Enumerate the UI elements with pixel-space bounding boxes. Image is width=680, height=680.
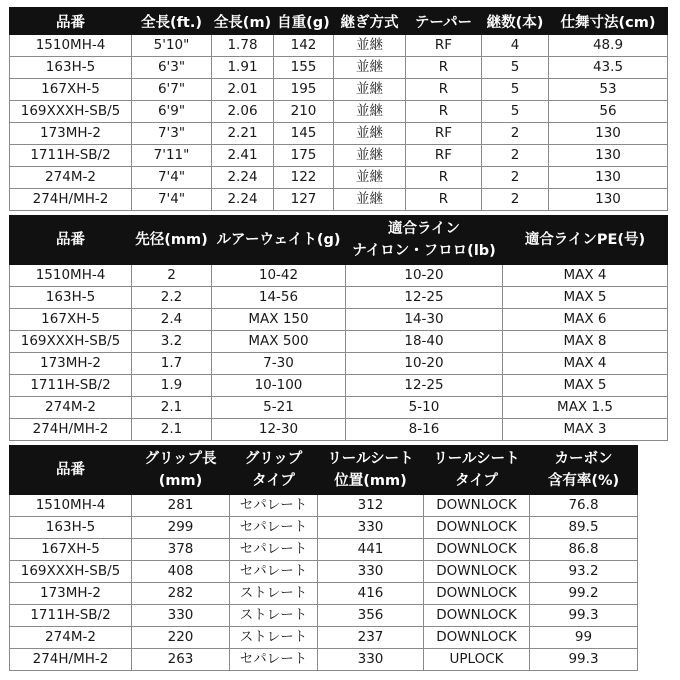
column-header: 全長(ft.): [132, 8, 212, 35]
table-cell: 99.2: [530, 583, 638, 605]
table-cell: 282: [132, 583, 230, 605]
table-cell: DOWNLOCK: [424, 627, 530, 649]
table-cell: MAX 1.5: [503, 397, 668, 419]
table-row: [10, 561, 638, 583]
model-cell: 169XXXH-SB/5: [10, 101, 132, 123]
table-cell: 7'4": [132, 167, 212, 189]
table-cell: 155: [274, 57, 334, 79]
header-row: [10, 8, 668, 35]
table-cell: 並継: [334, 189, 406, 211]
table-cell: DOWNLOCK: [424, 539, 530, 561]
column-header: [10, 446, 132, 495]
table-cell: 312: [318, 495, 424, 517]
column-header-line: 適合ラインPE(号): [524, 232, 646, 248]
column-header: [530, 446, 638, 495]
table-cell: 2.4: [132, 309, 212, 331]
model-cell: 167XH-5: [10, 539, 132, 561]
table-cell: ストレート: [230, 583, 318, 605]
table-cell: 130: [549, 189, 668, 211]
table-cell: 6'7": [132, 79, 212, 101]
column-header-line: 品番: [56, 462, 85, 478]
table-cell: 5'10": [132, 35, 212, 57]
table-cell: MAX 4: [503, 353, 668, 375]
table-cell: 14-56: [212, 287, 346, 309]
table-cell: ストレート: [230, 627, 318, 649]
model-cell: 1510MH-4: [10, 495, 132, 517]
table-cell: 1.78: [212, 35, 274, 57]
table-cell: 並継: [334, 79, 406, 101]
model-cell: 173MH-2: [10, 353, 132, 375]
table-cell: MAX 4: [503, 265, 668, 287]
table-row: [10, 583, 638, 605]
table-cell: R: [406, 79, 482, 101]
table-row: [10, 627, 638, 649]
table-cell: 18-40: [346, 331, 503, 353]
column-header: 仕舞寸法(cm): [549, 8, 668, 35]
column-header: 継ぎ方式: [334, 8, 406, 35]
column-header-line: (mm): [158, 473, 203, 489]
table-cell: DOWNLOCK: [424, 517, 530, 539]
table-cell: 2: [132, 265, 212, 287]
table-cell: 330: [318, 649, 424, 671]
column-header: 自重(g): [274, 8, 334, 35]
table-cell: 並継: [334, 167, 406, 189]
table-cell: 5: [482, 57, 549, 79]
table-cell: 1.91: [212, 57, 274, 79]
table-cell: 並継: [334, 145, 406, 167]
model-cell: 163H-5: [10, 57, 132, 79]
table-cell: 2: [482, 167, 549, 189]
table-row: [10, 189, 668, 211]
model-cell: 167XH-5: [10, 309, 132, 331]
table-cell: 99: [530, 627, 638, 649]
table-cell: 5: [482, 101, 549, 123]
line-table: [9, 215, 668, 441]
table-cell: 2.06: [212, 101, 274, 123]
table-cell: 130: [549, 145, 668, 167]
model-cell: 1711H-SB/2: [10, 605, 132, 627]
table-cell: 5-21: [212, 397, 346, 419]
table-cell: 195: [274, 79, 334, 101]
table-cell: 220: [132, 627, 230, 649]
table-cell: 14-30: [346, 309, 503, 331]
table-cell: 8-16: [346, 419, 503, 441]
table-cell: 2: [482, 123, 549, 145]
table-cell: R: [406, 189, 482, 211]
table-cell: 89.5: [530, 517, 638, 539]
table-cell: 122: [274, 167, 334, 189]
model-cell: 274M-2: [10, 167, 132, 189]
table-row: [10, 309, 668, 331]
table-cell: セパレート: [230, 539, 318, 561]
table-cell: 12-25: [346, 375, 503, 397]
table-row: [10, 419, 668, 441]
header-row: [10, 216, 668, 265]
table-cell: セパレート: [230, 495, 318, 517]
model-cell: 274M-2: [10, 397, 132, 419]
column-header: [132, 216, 212, 265]
table-cell: 並継: [334, 101, 406, 123]
table-cell: 6'9": [132, 101, 212, 123]
table-cell: MAX 5: [503, 287, 668, 309]
model-cell: 1510MH-4: [10, 265, 132, 287]
table-row: [10, 375, 668, 397]
table-row: [10, 495, 638, 517]
table-row: [10, 101, 668, 123]
column-header-line: 位置(mm): [334, 473, 407, 489]
table-cell: 48.9: [549, 35, 668, 57]
table-cell: 99.3: [530, 649, 638, 671]
table-cell: 7'11": [132, 145, 212, 167]
table-cell: RF: [406, 145, 482, 167]
table-cell: セパレート: [230, 517, 318, 539]
column-header-line: リールシート: [433, 451, 520, 467]
table-cell: 2.24: [212, 189, 274, 211]
column-header: 品番: [10, 8, 132, 35]
column-header-line: グリップ: [244, 451, 303, 467]
table-cell: 2.01: [212, 79, 274, 101]
table-row: [10, 331, 668, 353]
column-header-line: ルアーウェイト(g): [216, 232, 341, 248]
table-cell: DOWNLOCK: [424, 561, 530, 583]
table-row: [10, 167, 668, 189]
table-cell: MAX 150: [212, 309, 346, 331]
table-cell: 299: [132, 517, 230, 539]
column-header-line: グリップ長: [144, 451, 217, 467]
table-cell: 99.3: [530, 605, 638, 627]
table-cell: 6'3": [132, 57, 212, 79]
table-row: [10, 123, 668, 145]
table-cell: 4: [482, 35, 549, 57]
table-cell: 5: [482, 79, 549, 101]
table-cell: 10-100: [212, 375, 346, 397]
table-cell: DOWNLOCK: [424, 495, 530, 517]
table-row: [10, 57, 668, 79]
column-header-line: 品番: [56, 232, 85, 248]
table-cell: 12-30: [212, 419, 346, 441]
model-cell: 274H/MH-2: [10, 419, 132, 441]
model-cell: 274H/MH-2: [10, 189, 132, 211]
header-row: [10, 446, 638, 495]
table-cell: 2.1: [132, 419, 212, 441]
model-cell: 169XXXH-SB/5: [10, 561, 132, 583]
table-cell: セパレート: [230, 561, 318, 583]
table-cell: RF: [406, 35, 482, 57]
table-cell: 416: [318, 583, 424, 605]
table-cell: ストレート: [230, 605, 318, 627]
column-header-line: 先径(mm): [135, 232, 208, 248]
column-header-line: カーボン: [554, 451, 613, 467]
column-header-line: ナイロン・フロロ(lb): [352, 243, 496, 259]
table-row: [10, 353, 668, 375]
table-cell: 5-10: [346, 397, 503, 419]
table-cell: 1.7: [132, 353, 212, 375]
column-header: テーパー: [406, 8, 482, 35]
table-cell: 130: [549, 167, 668, 189]
column-header-line: 含有率(%): [547, 473, 620, 489]
model-cell: 163H-5: [10, 287, 132, 309]
table-cell: 2: [482, 189, 549, 211]
table-cell: UPLOCK: [424, 649, 530, 671]
column-header: [346, 216, 503, 265]
table-cell: 76.8: [530, 495, 638, 517]
table-cell: セパレート: [230, 649, 318, 671]
model-cell: 1711H-SB/2: [10, 145, 132, 167]
column-header: [212, 216, 346, 265]
table-cell: 237: [318, 627, 424, 649]
table-cell: 330: [318, 561, 424, 583]
column-header-line: タイプ: [252, 473, 295, 489]
column-header-line: 適合ライン: [387, 221, 461, 237]
table-cell: R: [406, 167, 482, 189]
table-cell: 130: [549, 123, 668, 145]
table-cell: 10-20: [346, 353, 503, 375]
table-cell: 356: [318, 605, 424, 627]
table-cell: 56: [549, 101, 668, 123]
table-row: [10, 517, 638, 539]
model-cell: 173MH-2: [10, 583, 132, 605]
table-cell: 93.2: [530, 561, 638, 583]
table-cell: 330: [132, 605, 230, 627]
table-cell: 1.9: [132, 375, 212, 397]
model-cell: 1510MH-4: [10, 35, 132, 57]
model-cell: 1711H-SB/2: [10, 375, 132, 397]
table-cell: 12-25: [346, 287, 503, 309]
table-cell: 2.2: [132, 287, 212, 309]
column-header: [10, 216, 132, 265]
table-cell: 2.21: [212, 123, 274, 145]
column-header-line: リールシート: [327, 451, 414, 467]
table-cell: DOWNLOCK: [424, 583, 530, 605]
table-cell: R: [406, 57, 482, 79]
column-header-line: タイプ: [455, 473, 498, 489]
table-cell: 10-20: [346, 265, 503, 287]
table-cell: 2.1: [132, 397, 212, 419]
table-cell: MAX 6: [503, 309, 668, 331]
table-cell: 2: [482, 145, 549, 167]
table-cell: 175: [274, 145, 334, 167]
table-cell: 7'3": [132, 123, 212, 145]
table-cell: 10-42: [212, 265, 346, 287]
table-cell: 378: [132, 539, 230, 561]
table-cell: MAX 3: [503, 419, 668, 441]
model-cell: 169XXXH-SB/5: [10, 331, 132, 353]
table-row: [10, 35, 668, 57]
table-cell: 2.24: [212, 167, 274, 189]
table-row: [10, 539, 638, 561]
table-row: [10, 265, 668, 287]
table-cell: 127: [274, 189, 334, 211]
model-cell: 163H-5: [10, 517, 132, 539]
table-cell: 53: [549, 79, 668, 101]
table-cell: 3.2: [132, 331, 212, 353]
table-cell: 142: [274, 35, 334, 57]
model-cell: 274H/MH-2: [10, 649, 132, 671]
grip-table: [9, 445, 638, 671]
model-cell: 274M-2: [10, 627, 132, 649]
table-row: [10, 649, 638, 671]
table-cell: 330: [318, 517, 424, 539]
table-cell: 2.41: [212, 145, 274, 167]
model-cell: 173MH-2: [10, 123, 132, 145]
column-header: [503, 216, 668, 265]
column-header: 全長(m): [212, 8, 274, 35]
table-row: [10, 79, 668, 101]
spec-table: [9, 7, 668, 211]
table-row: [10, 287, 668, 309]
table-row: [10, 397, 668, 419]
table-cell: RF: [406, 123, 482, 145]
model-cell: 167XH-5: [10, 79, 132, 101]
column-header: [424, 446, 530, 495]
table-cell: 281: [132, 495, 230, 517]
table-cell: R: [406, 101, 482, 123]
table-row: [10, 605, 638, 627]
table-cell: MAX 8: [503, 331, 668, 353]
table-cell: 441: [318, 539, 424, 561]
table-cell: 263: [132, 649, 230, 671]
table-cell: 並継: [334, 123, 406, 145]
table-cell: 並継: [334, 35, 406, 57]
table-cell: 86.8: [530, 539, 638, 561]
table-cell: 408: [132, 561, 230, 583]
column-header: [132, 446, 230, 495]
table-cell: 43.5: [549, 57, 668, 79]
column-header: [318, 446, 424, 495]
column-header: [230, 446, 318, 495]
table-cell: MAX 500: [212, 331, 346, 353]
column-header: 継数(本): [482, 8, 549, 35]
table-cell: DOWNLOCK: [424, 605, 530, 627]
table-cell: 並継: [334, 57, 406, 79]
table-cell: 7-30: [212, 353, 346, 375]
table-cell: 145: [274, 123, 334, 145]
table-cell: 7'4": [132, 189, 212, 211]
table-cell: 210: [274, 101, 334, 123]
table-cell: MAX 5: [503, 375, 668, 397]
table-row: [10, 145, 668, 167]
